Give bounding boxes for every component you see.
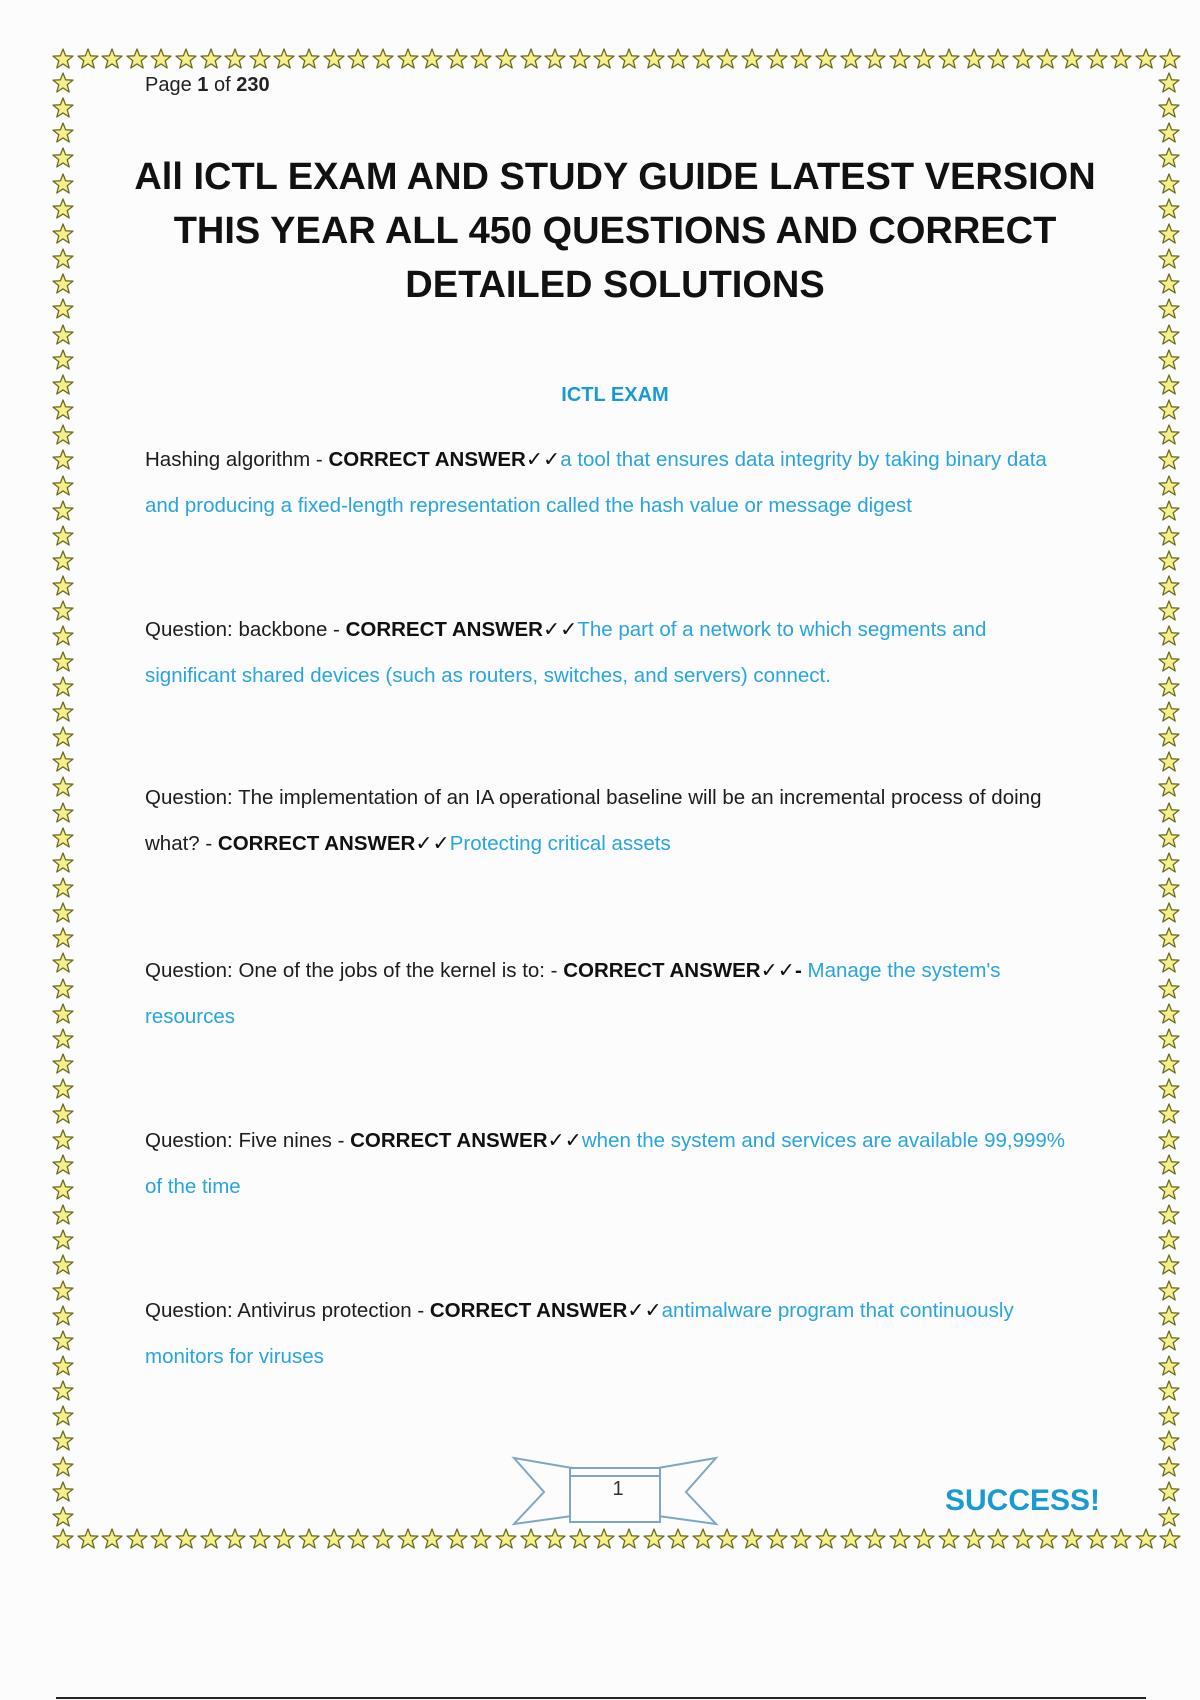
qa-item xyxy=(145,1288,1080,1380)
star-icon xyxy=(273,1528,295,1550)
star-icon xyxy=(101,1528,123,1550)
star-icon xyxy=(643,48,665,70)
star-icon xyxy=(1012,48,1034,70)
star-icon xyxy=(52,1254,74,1276)
star-icon xyxy=(815,1528,837,1550)
star-icon xyxy=(1158,701,1180,723)
star-icon xyxy=(593,48,615,70)
qa-item xyxy=(145,775,1080,867)
question-text: Question: One of the jobs of the kernel is to: - xyxy=(145,959,564,982)
star-icon xyxy=(1158,550,1180,572)
page-indicator xyxy=(145,74,270,97)
star-icon xyxy=(52,751,74,773)
star-icon xyxy=(52,223,74,245)
star-icon xyxy=(52,1481,74,1503)
star-icon xyxy=(101,48,123,70)
star-icon xyxy=(987,48,1009,70)
star-icon xyxy=(52,1028,74,1050)
star-icon xyxy=(52,525,74,547)
star-icon xyxy=(1110,48,1132,70)
star-icon xyxy=(470,48,492,70)
footer-page-number: 1 xyxy=(612,1478,624,1500)
star-icon xyxy=(52,852,74,874)
star-icon xyxy=(520,48,542,70)
star-icon xyxy=(52,1003,74,1025)
star-icon xyxy=(470,1528,492,1550)
star-icon xyxy=(52,349,74,371)
star-icon xyxy=(1158,1280,1180,1302)
star-icon xyxy=(495,48,517,70)
star-icon xyxy=(52,651,74,673)
star-icon xyxy=(397,1528,419,1550)
star-icon xyxy=(52,776,74,798)
star-icon xyxy=(52,575,74,597)
question-text: Question: Antivirus protection - xyxy=(145,1299,430,1322)
title-line: THIS YEAR ALL 450 QUESTIONS AND CORRECT xyxy=(173,210,1057,252)
star-icon xyxy=(52,726,74,748)
correct-answer-marker: CORRECT ANSWER✓✓ xyxy=(563,959,795,982)
star-icon xyxy=(1158,475,1180,497)
star-icon xyxy=(864,48,886,70)
star-icon xyxy=(52,1179,74,1201)
star-icon xyxy=(52,1405,74,1427)
star-icon xyxy=(52,1506,74,1528)
star-icon xyxy=(569,48,591,70)
star-icon xyxy=(1158,374,1180,396)
section-subtitle: ICTL EXAM xyxy=(561,384,669,406)
star-icon xyxy=(1158,1204,1180,1226)
star-icon xyxy=(224,1528,246,1550)
star-icon xyxy=(889,1528,911,1550)
star-icon xyxy=(1158,1053,1180,1075)
star-icon xyxy=(52,122,74,144)
star-icon xyxy=(1086,1528,1108,1550)
star-icon xyxy=(1158,1078,1180,1100)
star-icon xyxy=(126,48,148,70)
star-icon xyxy=(52,902,74,924)
star-icon xyxy=(544,48,566,70)
star-icon xyxy=(52,374,74,396)
star-icon xyxy=(52,1154,74,1176)
star-icon xyxy=(52,1129,74,1151)
star-icon xyxy=(1158,927,1180,949)
star-icon xyxy=(150,48,172,70)
star-icon xyxy=(1012,1528,1034,1550)
star-icon xyxy=(618,48,640,70)
star-icon xyxy=(52,48,74,70)
star-icon xyxy=(421,1528,443,1550)
star-icon xyxy=(52,1355,74,1377)
star-icon xyxy=(200,48,222,70)
star-icon xyxy=(1158,852,1180,874)
star-icon xyxy=(1061,48,1083,70)
star-icon xyxy=(716,48,738,70)
star-icon xyxy=(1036,1528,1058,1550)
star-icon xyxy=(1158,776,1180,798)
star-icon xyxy=(52,248,74,270)
star-icon xyxy=(963,1528,985,1550)
star-icon xyxy=(52,701,74,723)
star-icon xyxy=(1086,48,1108,70)
star-icon xyxy=(1158,802,1180,824)
star-icon xyxy=(77,48,99,70)
star-icon xyxy=(52,97,74,119)
star-icon xyxy=(1158,1405,1180,1427)
star-icon xyxy=(52,449,74,471)
page-prefix: Page xyxy=(145,74,192,96)
star-icon xyxy=(1158,827,1180,849)
star-icon xyxy=(1158,1154,1180,1176)
star-icon xyxy=(446,1528,468,1550)
star-icon xyxy=(741,48,763,70)
star-icon xyxy=(52,952,74,974)
star-icon xyxy=(1158,525,1180,547)
bottom-rule xyxy=(56,1697,1146,1699)
question-text: Question: backbone - xyxy=(145,618,346,641)
correct-answer-marker: CORRECT ANSWER✓✓ xyxy=(345,618,578,641)
star-icon xyxy=(987,1528,1009,1550)
star-icon xyxy=(1158,273,1180,295)
star-icon xyxy=(913,48,935,70)
star-icon xyxy=(840,48,862,70)
star-icon xyxy=(1158,676,1180,698)
star-icon xyxy=(52,1380,74,1402)
star-icon xyxy=(1158,1179,1180,1201)
star-icon xyxy=(175,48,197,70)
star-icon xyxy=(1158,424,1180,446)
star-icon xyxy=(52,978,74,1000)
qa-item xyxy=(145,607,1080,699)
star-icon xyxy=(1158,1380,1180,1402)
star-icon xyxy=(52,1330,74,1352)
star-icon xyxy=(249,48,271,70)
star-icon xyxy=(323,48,345,70)
star-icon xyxy=(1158,902,1180,924)
star-icon xyxy=(692,48,714,70)
star-icon xyxy=(790,1528,812,1550)
star-icon xyxy=(667,48,689,70)
star-icon xyxy=(372,1528,394,1550)
star-icon xyxy=(913,1528,935,1550)
star-icon xyxy=(52,198,74,220)
star-icon xyxy=(1158,449,1180,471)
question-text: Hashing algorithm - xyxy=(145,448,329,471)
star-icon xyxy=(52,1204,74,1226)
star-icon xyxy=(52,72,74,94)
star-icon xyxy=(52,1053,74,1075)
star-icon xyxy=(1135,1528,1157,1550)
star-icon xyxy=(273,48,295,70)
answer-text: a tool that ensures data integrity by taking binary data and producing a fixed-length representation called the hash value or message digest xyxy=(145,448,1047,517)
answer-text: Manage the system's resources xyxy=(145,959,1001,1028)
star-border-right xyxy=(1158,72,1182,1528)
correct-answer-marker: CORRECT ANSWER✓✓ xyxy=(217,832,450,855)
star-icon xyxy=(938,1528,960,1550)
star-icon xyxy=(52,827,74,849)
star-icon xyxy=(864,1528,886,1550)
star-icon xyxy=(1159,48,1181,70)
question-text: Question: The implementation of an IA operational baseline will be an incremental process of doing what? - xyxy=(145,786,1042,855)
star-icon xyxy=(1135,48,1157,70)
star-icon xyxy=(52,424,74,446)
star-icon xyxy=(150,1528,172,1550)
star-icon xyxy=(52,1229,74,1251)
star-icon xyxy=(1158,223,1180,245)
star-icon xyxy=(1158,399,1180,421)
correct-answer-marker: CORRECT ANSWER✓✓ xyxy=(429,1299,662,1322)
star-icon xyxy=(1158,198,1180,220)
star-icon xyxy=(1158,978,1180,1000)
star-icon xyxy=(1061,1528,1083,1550)
star-icon xyxy=(1158,1129,1180,1151)
star-icon xyxy=(1158,1506,1180,1528)
question-text: Question: Five nines - xyxy=(145,1129,351,1152)
star-icon xyxy=(938,48,960,70)
star-icon xyxy=(52,802,74,824)
star-icon xyxy=(1158,575,1180,597)
star-icon xyxy=(52,298,74,320)
star-icon xyxy=(1158,952,1180,974)
star-icon xyxy=(77,1528,99,1550)
star-icon xyxy=(1159,1528,1181,1550)
star-icon xyxy=(52,550,74,572)
star-icon xyxy=(1158,97,1180,119)
star-icon xyxy=(52,625,74,647)
star-icon xyxy=(126,1528,148,1550)
star-icon xyxy=(766,1528,788,1550)
star-icon xyxy=(1158,1330,1180,1352)
star-icon xyxy=(1158,248,1180,270)
star-icon xyxy=(52,399,74,421)
star-icon xyxy=(249,1528,271,1550)
star-icon xyxy=(1110,1528,1132,1550)
title-line: DETAILED SOLUTIONS xyxy=(405,264,825,306)
correct-answer-marker: CORRECT ANSWER✓✓ xyxy=(328,448,561,471)
star-icon xyxy=(52,324,74,346)
star-icon xyxy=(1158,1355,1180,1377)
star-icon xyxy=(1158,173,1180,195)
star-icon xyxy=(52,1078,74,1100)
star-icon xyxy=(1158,1456,1180,1478)
star-icon xyxy=(298,1528,320,1550)
star-icon xyxy=(1158,877,1180,899)
star-icon xyxy=(1158,1229,1180,1251)
star-icon xyxy=(1158,122,1180,144)
star-icon xyxy=(1158,1103,1180,1125)
star-icon xyxy=(1158,625,1180,647)
star-icon xyxy=(1158,726,1180,748)
star-icon xyxy=(52,1103,74,1125)
star-border-top xyxy=(52,48,1182,72)
star-icon xyxy=(52,1430,74,1452)
star-icon xyxy=(1036,48,1058,70)
star-icon xyxy=(963,48,985,70)
star-icon xyxy=(323,1528,345,1550)
star-icon xyxy=(1158,324,1180,346)
star-icon xyxy=(1158,1254,1180,1276)
star-icon xyxy=(52,676,74,698)
star-icon xyxy=(790,48,812,70)
star-icon xyxy=(840,1528,862,1550)
answer-text: The part of a network to which segments and significant shared devices (such as routers, switches, and servers) connect. xyxy=(145,618,987,687)
star-icon xyxy=(52,475,74,497)
star-icon xyxy=(889,48,911,70)
star-icon xyxy=(1158,1481,1180,1503)
marker-suffix: - xyxy=(794,959,808,982)
star-icon xyxy=(1158,298,1180,320)
star-icon xyxy=(1158,1003,1180,1025)
star-icon xyxy=(175,1528,197,1550)
star-icon xyxy=(52,1528,74,1550)
answer-text: when the system and services are available 99,999% of the time xyxy=(145,1129,1066,1198)
star-icon xyxy=(1158,1305,1180,1327)
star-icon xyxy=(766,48,788,70)
star-icon xyxy=(421,48,443,70)
star-icon xyxy=(52,1305,74,1327)
page-separator: of xyxy=(213,74,231,96)
star-icon xyxy=(298,48,320,70)
star-icon xyxy=(52,173,74,195)
star-icon xyxy=(1158,349,1180,371)
star-icon xyxy=(52,927,74,949)
correct-answer-marker: CORRECT ANSWER✓✓ xyxy=(350,1129,582,1152)
success-badge: SUCCESS! xyxy=(945,1484,1101,1517)
title-line: All ICTL EXAM AND STUDY GUIDE LATEST VERSION xyxy=(134,156,1096,198)
star-icon xyxy=(200,1528,222,1550)
answer-text: antimalware program that continuously monitors for viruses xyxy=(145,1299,1014,1368)
star-icon xyxy=(815,48,837,70)
star-icon xyxy=(1158,72,1180,94)
document-title xyxy=(130,150,1100,312)
star-icon xyxy=(347,48,369,70)
star-icon xyxy=(1158,1028,1180,1050)
star-icon xyxy=(1158,651,1180,673)
star-icon xyxy=(52,877,74,899)
star-icon xyxy=(347,1528,369,1550)
star-icon xyxy=(741,1528,763,1550)
star-border-left xyxy=(52,72,76,1528)
answer-text: Protecting critical assets xyxy=(449,832,671,855)
star-icon xyxy=(446,48,468,70)
star-icon xyxy=(397,48,419,70)
star-icon xyxy=(1158,147,1180,169)
star-icon xyxy=(1158,1430,1180,1452)
star-icon xyxy=(52,600,74,622)
star-icon xyxy=(224,48,246,70)
page-total: 230 xyxy=(236,74,270,96)
star-icon xyxy=(52,273,74,295)
star-icon xyxy=(1158,751,1180,773)
star-icon xyxy=(52,1456,74,1478)
qa-item xyxy=(145,437,1080,529)
qa-item xyxy=(145,1118,1080,1210)
star-icon xyxy=(52,500,74,522)
page-current: 1 xyxy=(197,74,209,96)
star-icon xyxy=(52,147,74,169)
qa-item xyxy=(145,948,1080,1040)
star-icon xyxy=(372,48,394,70)
star-icon xyxy=(1158,500,1180,522)
star-icon xyxy=(1158,600,1180,622)
star-icon xyxy=(52,1280,74,1302)
